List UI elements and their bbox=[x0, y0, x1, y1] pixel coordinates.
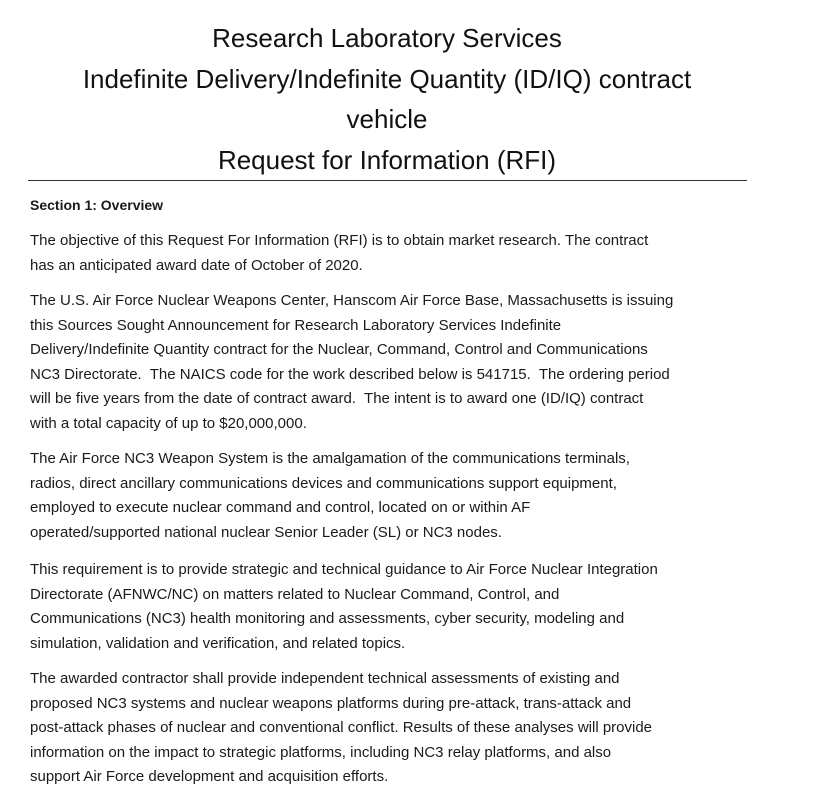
paragraph-line: NC3 Directorate. The NAICS code for the work described below is 541715. The ordering period bbox=[30, 365, 670, 383]
paragraph-line: This requirement is to provide strategic and technical guidance to Air Force Nuclear Integration bbox=[30, 561, 658, 578]
paragraph-line: has an anticipated award date of October of 2020. bbox=[30, 256, 363, 274]
paragraph-objective bbox=[30, 229, 750, 278]
title-line: vehicle bbox=[346, 104, 428, 134]
paragraph-line: Delivery/Indefinite Quantity contract for the Nuclear, Command, Control and Communications bbox=[30, 341, 648, 359]
paragraph-line: post-attack phases of nuclear and conventional conflict. Results of these analyses will provide bbox=[30, 719, 653, 737]
paragraph-line: employed to execute nuclear command and control, located on or within AF bbox=[30, 499, 531, 517]
paragraph-line: The awarded contractor shall provide independent technical assessments of existing and bbox=[30, 670, 620, 687]
title-line: Request for Information (RFI) bbox=[217, 144, 557, 175]
paragraph-line: support Air Force development and acquisition efforts. bbox=[30, 768, 389, 786]
paragraph-contractor bbox=[30, 667, 750, 790]
title-line: Indefinite Delivery/Indefinite Quantity (ID/IQ) contract bbox=[82, 63, 692, 94]
paragraph-line: simulation, validation and verification, and related topics. bbox=[30, 634, 406, 652]
paragraph-line: The U.S. Air Force Nuclear Weapons Center, Hanscom Air Force Base, Massachusetts is issuing bbox=[30, 292, 674, 309]
title-divider bbox=[28, 180, 747, 181]
paragraph-line: radios, direct ancillary communications devices and communications support equipment, bbox=[30, 474, 617, 492]
paragraph-announcement bbox=[30, 289, 750, 437]
document-title bbox=[28, 18, 746, 180]
paragraph-line: The Air Force NC3 Weapon System is the amalgamation of the communications terminals, bbox=[30, 450, 630, 467]
paragraph-line: Directorate (AFNWC/NC) on matters related to Nuclear Command, Control, and bbox=[30, 585, 560, 603]
paragraph-weapon-system bbox=[30, 447, 750, 545]
section-heading: Section 1: Overview bbox=[30, 197, 164, 213]
paragraph-line: The objective of this Request For Information (RFI) is to obtain market research. The contract bbox=[30, 232, 649, 249]
paragraph-line: will be five years from the date of contract award. The intent is to award one (ID/IQ) contract bbox=[30, 390, 644, 408]
paragraph-line: this Sources Sought Announcement for Research Laboratory Services Indefinite bbox=[30, 316, 562, 334]
paragraph-line: information on the impact to strategic platforms, including NC3 relay platforms, and also bbox=[30, 743, 612, 761]
paragraph-requirement bbox=[30, 558, 750, 656]
title-line: Research Laboratory Services bbox=[212, 23, 562, 53]
paragraph-line: operated/supported national nuclear Senior Leader (SL) or NC3 nodes. bbox=[30, 523, 502, 541]
paragraph-line: proposed NC3 systems and nuclear weapons platforms during pre-attack, trans-attack and bbox=[30, 694, 632, 712]
paragraph-line: with a total capacity of up to $20,000,000. bbox=[30, 414, 307, 432]
paragraph-line: Communications (NC3) health monitoring and assessments, cyber security, modeling and bbox=[30, 610, 625, 628]
